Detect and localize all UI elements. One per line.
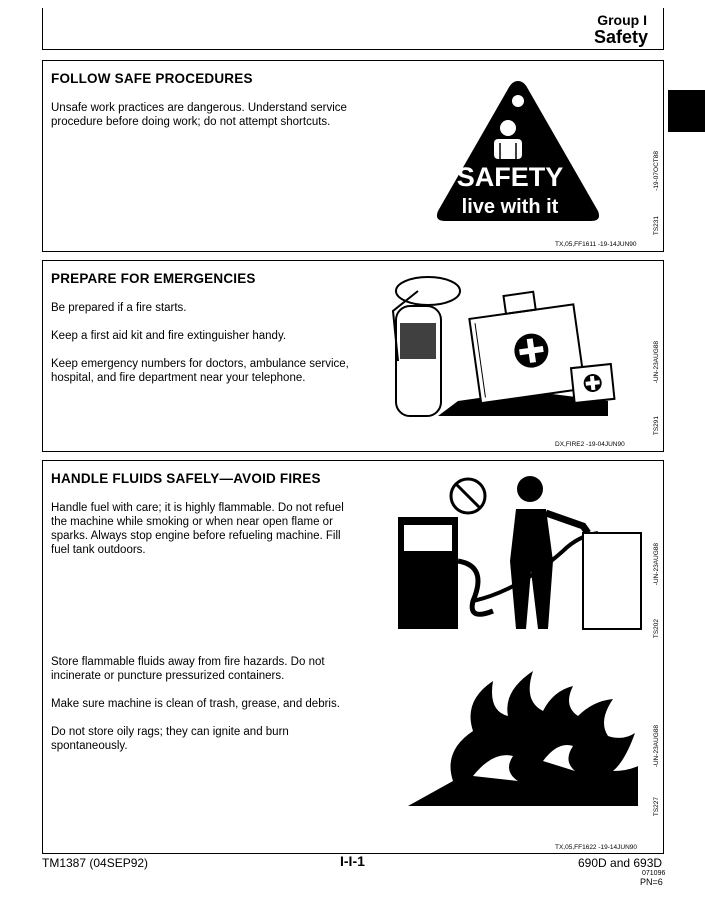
image-label: TS231	[653, 216, 660, 236]
image-label: TS202	[653, 619, 660, 639]
fire-extinguisher-first-aid-icon	[378, 271, 618, 421]
image-label: TS227	[653, 797, 660, 817]
page-header	[42, 8, 664, 50]
footer-pn: PN=6	[640, 877, 663, 887]
sign-line-2: live with it	[461, 196, 559, 218]
section-follow-safe-procedures	[42, 60, 664, 252]
section-paragraph: Be prepared if a fire starts.	[51, 302, 187, 314]
image-date: -UN-23AUG88	[653, 725, 660, 768]
section-tab-marker	[668, 90, 705, 132]
flame-icon	[403, 661, 638, 811]
section-handle-fluids-safely	[42, 460, 664, 854]
sign-line-1: SAFETY	[456, 162, 564, 192]
footer-model: 690D and 693D	[578, 856, 663, 870]
section-paragraph: Unsafe work practices are dangerous. Understand service procedure before doing work; do not attempt shortcuts.	[51, 102, 347, 128]
group-label: Group I	[597, 12, 647, 28]
footer-manual-id: TM1387 (04SEP92)	[42, 856, 149, 870]
reference-code: TX,05,FF1611 -19-14JUN90	[555, 241, 637, 248]
section-title: FOLLOW SAFE PROCEDURES	[51, 71, 253, 86]
footer-date-code: 071096	[642, 870, 666, 877]
section-title: HANDLE FLUIDS SAFELY—AVOID FIRES	[51, 471, 321, 486]
reference-code: DX,FIRE2 -19-04JUN90	[555, 441, 625, 448]
section-paragraph: Keep a first aid kit and fire extinguisher handy.	[51, 330, 287, 342]
section-prepare-for-emergencies	[42, 260, 664, 452]
image-label: TS291	[653, 416, 660, 436]
section-paragraph: Keep emergency numbers for doctors, ambulance service, hospital, and fire department near your telephone.	[51, 358, 349, 384]
page-title: Safety	[593, 27, 648, 47]
refueling-no-smoking-icon	[398, 471, 643, 631]
image-date: -UN-23AUG88	[653, 543, 660, 586]
section-paragraph: Store flammable fluids away from fire hazards. Do not incinerate or puncture pressurized containers.	[51, 656, 325, 682]
reference-code: TX,05,FF1622 -19-14JUN90	[555, 844, 638, 851]
page-number: I-I-1	[340, 853, 365, 869]
section-paragraph: Handle fuel with care; it is highly flammable. Do not refuel the machine while smoking or when near open flame or sparks. Always stop engine before refueling machine. Fill fuel tank outdoors.	[51, 502, 344, 556]
image-date: -UN-23AUG88	[653, 341, 660, 384]
section-title: PREPARE FOR EMERGENCIES	[51, 271, 256, 286]
image-date: -19-07OCT88	[653, 151, 660, 191]
section-paragraph: Make sure machine is clean of trash, grease, and debris.	[51, 698, 340, 710]
section-paragraph: Do not store oily rags; they can ignite and burn spontaneously.	[51, 726, 289, 752]
safety-triangle-icon	[428, 71, 608, 231]
